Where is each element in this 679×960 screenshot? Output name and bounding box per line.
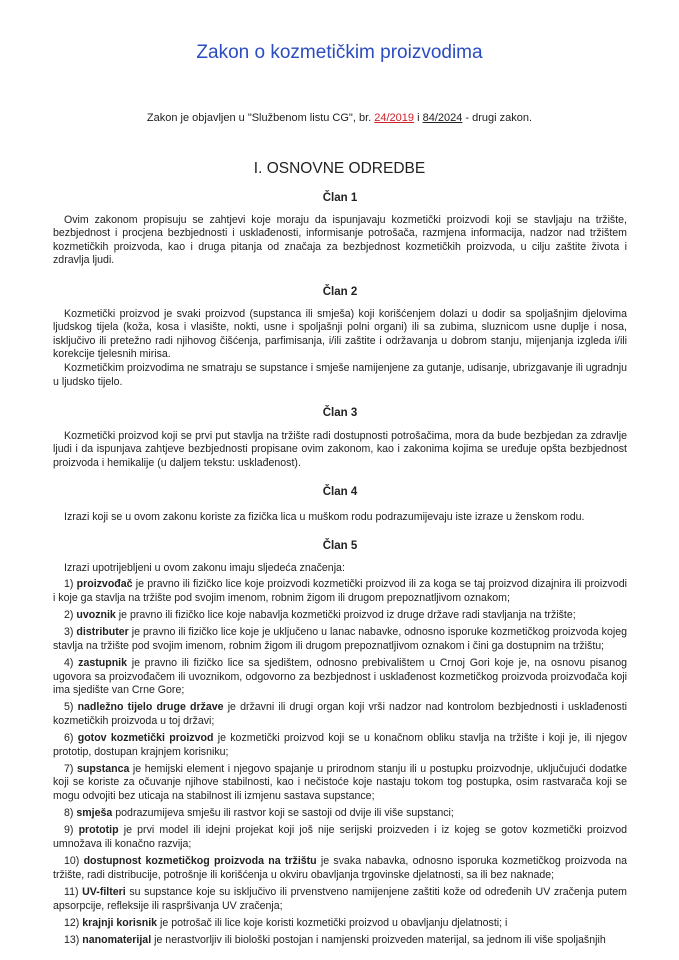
article-paragraph: Kozmetičkim proizvodima ne smatraju se supstance i smješe namijenjene za gutanje, udisanje, ubrizgavanje ili ugradnju u ljudsko tijelo. [53, 361, 627, 388]
definition-text: je svaka nabavka, odnosno isporuka kozmetičkog proizvoda na tržište, radi distribucije, potrošnje ili korišćenja u okviru obavljanja trgovinske djelatnosti, sa ili bez naknade; [53, 855, 627, 881]
article-paragraph: Kozmetički proizvod je svaki proizvod (supstanca ili smješa) koji korišćenjem dolazi u dodir sa spoljašnjim djelovima ljudskog tijela (koža, kosa i vlasište, nokti, usne i spoljašnji polni organi) ili sa zubima, sluznicom usne duplje i nosa, isključivo ili pretežno radi njihovog čišćenja, parfimisanja, i/ili zaštite i održavanja u dobrom stanju, mijenjanja izgleda i/ili korekcije tjelesnih mirisa. [53, 307, 627, 361]
section-heading: I. OSNOVNE ODREDBE [253, 160, 426, 177]
article-paragraph: Izrazi upotrijebljeni u ovom zakonu imaju sljedeća značenja: [64, 561, 345, 574]
definition-term: smješa [76, 807, 113, 820]
definition-number: 2) [64, 608, 74, 621]
publication-prefix: Zakon je objavljen u "Službenom listu CG", br. [146, 112, 372, 124]
definition-term: nadležno tijelo druge države [77, 701, 224, 714]
article-2 [53, 286, 627, 389]
definition-number: 6) [64, 732, 74, 745]
article-heading: Član 3 [322, 407, 358, 419]
definition-number: 7) [64, 762, 74, 775]
gazette-link-2019[interactable]: 24/2019 [374, 112, 415, 124]
definition-term: prototip [78, 824, 119, 837]
article-paragraph: Ovim zakonom propisuju se zahtjevi koje moraju da ispunjavaju kozmetički proizvodi koji se stavljaju na tržište, bezbjednost i procjena bezbjednosti i usklađenosti, informisanje potrošača, razmjena informacija, nadzor nad tržištem kozmetičkih proizvoda, kao i druga pitanja od značaja za bezbjednost kozmetičkih proizvoda, u cilju zaštite života i zdravlja ljudi. [53, 213, 627, 267]
article-1 [53, 192, 627, 268]
definition-item [53, 917, 627, 931]
definition-number: 13) [64, 933, 80, 946]
definition-text: je pravno ili fizičko lice koje nabavlja kozmetički proizvod iz druge države radi stavljanja na tržište; [118, 608, 576, 621]
article-4 [53, 486, 627, 524]
definition-text: su supstance koje su isključivo ili prvenstveno namijenjene zaštiti kože od određenih UV zračenja putem apsorpcije, refleksije ili raspršivanja UV zračenja; [53, 886, 627, 912]
document-title: Zakon o kozmetičkim proizvodima [196, 42, 483, 63]
definition-number: 5) [64, 701, 74, 714]
article-paragraph: Kozmetički proizvod koji se prvi put stavlja na tržište radi dostupnosti potrošačima, mora da bude bezbjedan za zdravlje ljudi i da ispunjava zahtjeve bezbjednosti propisane ovim zakonom, kao i zakonima kojima se uređuje opšta bezbjednost proizvoda i hemikalije (u daljem tekstu: usklađenost). [53, 429, 627, 469]
definition-text: je kozmetički proizvod koji se u konačnom obliku stavlja na tržište i koji je, ili njegov prototip, dostupan krajnjem korisniku; [53, 732, 628, 758]
article-5 [53, 540, 627, 951]
publication-suffix: - drugi zakon. [465, 112, 533, 124]
article-heading: Član 5 [322, 540, 358, 552]
definition-term: distributer [76, 626, 129, 639]
definition-item [53, 701, 627, 728]
definition-term: dostupnost kozmetičkog proizvoda na tržištu [83, 855, 317, 868]
definition-term: gotov kozmetički proizvod [77, 732, 214, 745]
publication-sep: i [417, 112, 420, 124]
definition-number: 12) [64, 916, 80, 929]
definition-text: je potrošač ili lice koje koristi kozmetički proizvod u obavljanju djelatnosti; i [160, 916, 508, 929]
definition-text: je pravno ili fizičko lice koje proizvodi kozmetički proizvod ili za koga se taj proizvod dizajnira ili proizvodi i koje ga stavlja na tržište pod svojim imenom, robnim žigom ili drugom prepoznatljivom oznakom; [53, 578, 627, 604]
definition-term: zastupnik [78, 656, 127, 669]
definition-text: je nerastvorljiv ili biološki postojan i namjenski proizveden materijal, sa jednom ili više spoljašnjih [154, 933, 606, 946]
definition-number: 9) [64, 824, 74, 837]
definition-number: 1) [64, 578, 74, 591]
article-heading: Član 2 [322, 286, 358, 298]
definition-term: krajnji korisnik [82, 916, 158, 929]
definition-item [53, 657, 627, 698]
definition-number: 4) [64, 656, 74, 669]
definition-item [53, 578, 627, 605]
definition-term: nanomaterijal [82, 933, 152, 946]
definition-item [53, 886, 627, 913]
definition-text: je pravno ili fizičko lice koje je uključeno u lanac nabavke, odnosno isporuke kozmetičkog proizvoda kojeg stavlja na tržište pod svojim imenom, robnim žigom ili drugom prepoznatljivom oznakom i čini ga dostupnim na tržištu; [53, 626, 627, 652]
publication-note [0, 112, 679, 124]
definition-item [53, 934, 627, 948]
definition-item [53, 763, 627, 804]
definition-number: 10) [64, 855, 80, 868]
definition-item [53, 732, 627, 759]
definition-text: je prvi model ili idejni projekat koji još nije serijski proizveden i iz kojeg se gotov kozmetički proizvod umnožava ili konačno razvija; [53, 824, 627, 851]
article-heading: Član 1 [322, 192, 358, 204]
definition-item [53, 807, 627, 821]
definition-term: proizvođač [76, 578, 133, 591]
definition-text: je pravno ili fizičko lice sa sjedištem, odnosno prebivalištem u Crnoj Gori koje je, na osnovu pisanog ugovora sa proizvođačem ili uvoznikom, odgovorno za bezbjednost i usklađenost kozmetičkog proizvoda proizvođača koji ima sjedište van Crne Gore; [53, 656, 627, 697]
definition-number: 8) [64, 807, 74, 820]
definition-text: podrazumijeva smješu ili rastvor koji se sastoji od dvije ili više supstanci; [115, 807, 454, 820]
article-paragraph: Izrazi koji se u ovom zakonu koriste za fizička lica u muškom rodu podrazumijevaju iste izraze u ženskom rodu. [64, 510, 585, 523]
gazette-link-2024[interactable]: 84/2024 [422, 112, 463, 124]
definition-term: UV-filteri [82, 886, 126, 898]
article-3 [53, 407, 627, 470]
article-heading: Član 4 [322, 486, 358, 498]
definition-term: supstanca [76, 762, 130, 775]
definition-number: 3) [64, 626, 74, 639]
definitions-list [53, 578, 627, 947]
definition-item [53, 626, 627, 653]
definition-number: 11) [64, 886, 79, 898]
definition-term: uvoznik [76, 608, 116, 621]
definition-item [53, 855, 627, 882]
definition-text: je državni ili drugi organ koji vrši nadzor nad kontrolom bezbjednosti i usklađenosti kozmetičkih proizvoda u toj državi; [53, 701, 627, 727]
definition-item [53, 609, 627, 623]
definition-text: je hemijski element i njegovo spajanje u prirodnom stanju ili u postupku proizvodnje, uključujući dodatke koji se koriste za očuvanje njihove stabilnosti, kao i nečistoće koje nastaju tokom tog postupka, osim rastvarača koji se mogu odvojiti bez uticaja na stabilnost ili izmjenu sastava supstance; [53, 762, 628, 803]
definition-item [53, 824, 627, 851]
